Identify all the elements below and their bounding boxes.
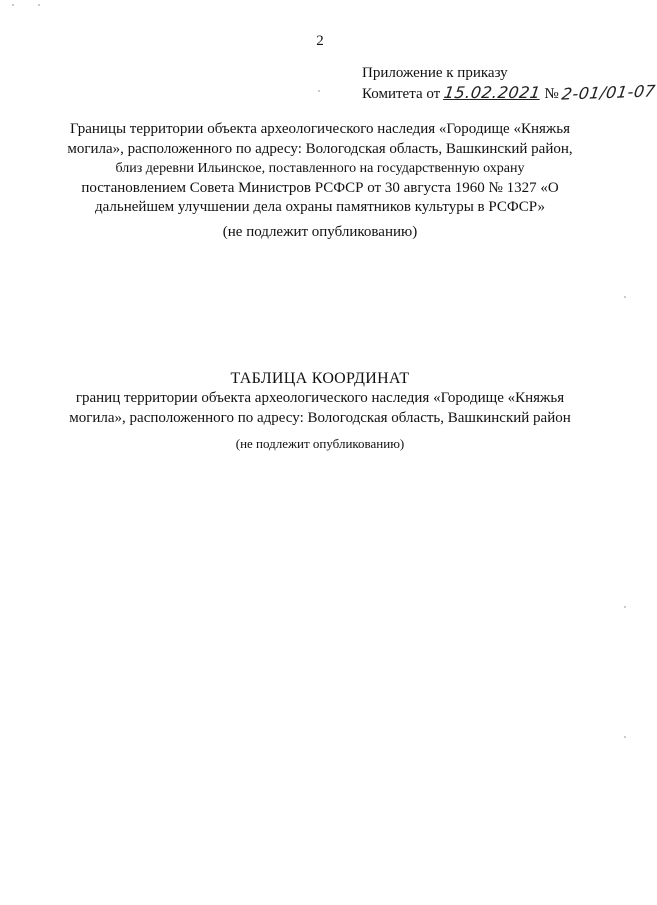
- scan-speck: [318, 90, 320, 92]
- boundaries-title-line-1: Границы территории объекта археологического наследия «Городище «Княжья: [70, 121, 570, 137]
- boundaries-title-line-3: близ деревни Ильинское, поставленного на государственную охрану: [115, 161, 525, 176]
- scan-speck: [624, 296, 626, 298]
- appendix-committee-label: Комитета от: [362, 86, 441, 102]
- handwritten-date: 15.02.2021: [442, 83, 542, 102]
- scan-speck: [12, 4, 14, 6]
- coordinate-table-subtitle-line-1: границ территории объекта археологического наследия «Городище «Княжья: [75, 390, 565, 406]
- appendix-line-2: [362, 81, 657, 104]
- coordinate-table-subtitle-line-2: могила», расположенного по адресу: Вологодская область, Вашкинский район: [69, 409, 571, 426]
- scan-speck: [624, 736, 626, 738]
- handwritten-order-number: 2-01/01-07: [560, 81, 657, 104]
- boundaries-title-line-2: могила», расположенного по адресу: Вологодская область, Вашкинский район,: [67, 140, 573, 157]
- appendix-block: [362, 64, 657, 104]
- boundaries-title-line-5: дальнейшем улучшении дела охраны памятников культуры в РСФСР»: [95, 199, 545, 215]
- scan-speck: [624, 606, 626, 608]
- scan-speck: [38, 4, 40, 6]
- coordinate-table-title: ТАБЛИЦА КООРДИНАТ: [230, 370, 410, 387]
- page-number: 2: [316, 33, 324, 49]
- table-not-for-publication-notice: (не подлежит опубликованию): [235, 436, 405, 451]
- coordinate-table-subtitle: [40, 389, 600, 428]
- number-sign: №: [544, 86, 559, 102]
- boundaries-title: [40, 120, 600, 218]
- appendix-line-1: Приложение к приказу: [362, 65, 508, 81]
- not-for-publication-notice: (не подлежит опубликованию): [222, 224, 418, 240]
- boundaries-title-line-4: постановлением Совета Министров РСФСР от 30 августа 1960 № 1327 «О: [81, 179, 559, 196]
